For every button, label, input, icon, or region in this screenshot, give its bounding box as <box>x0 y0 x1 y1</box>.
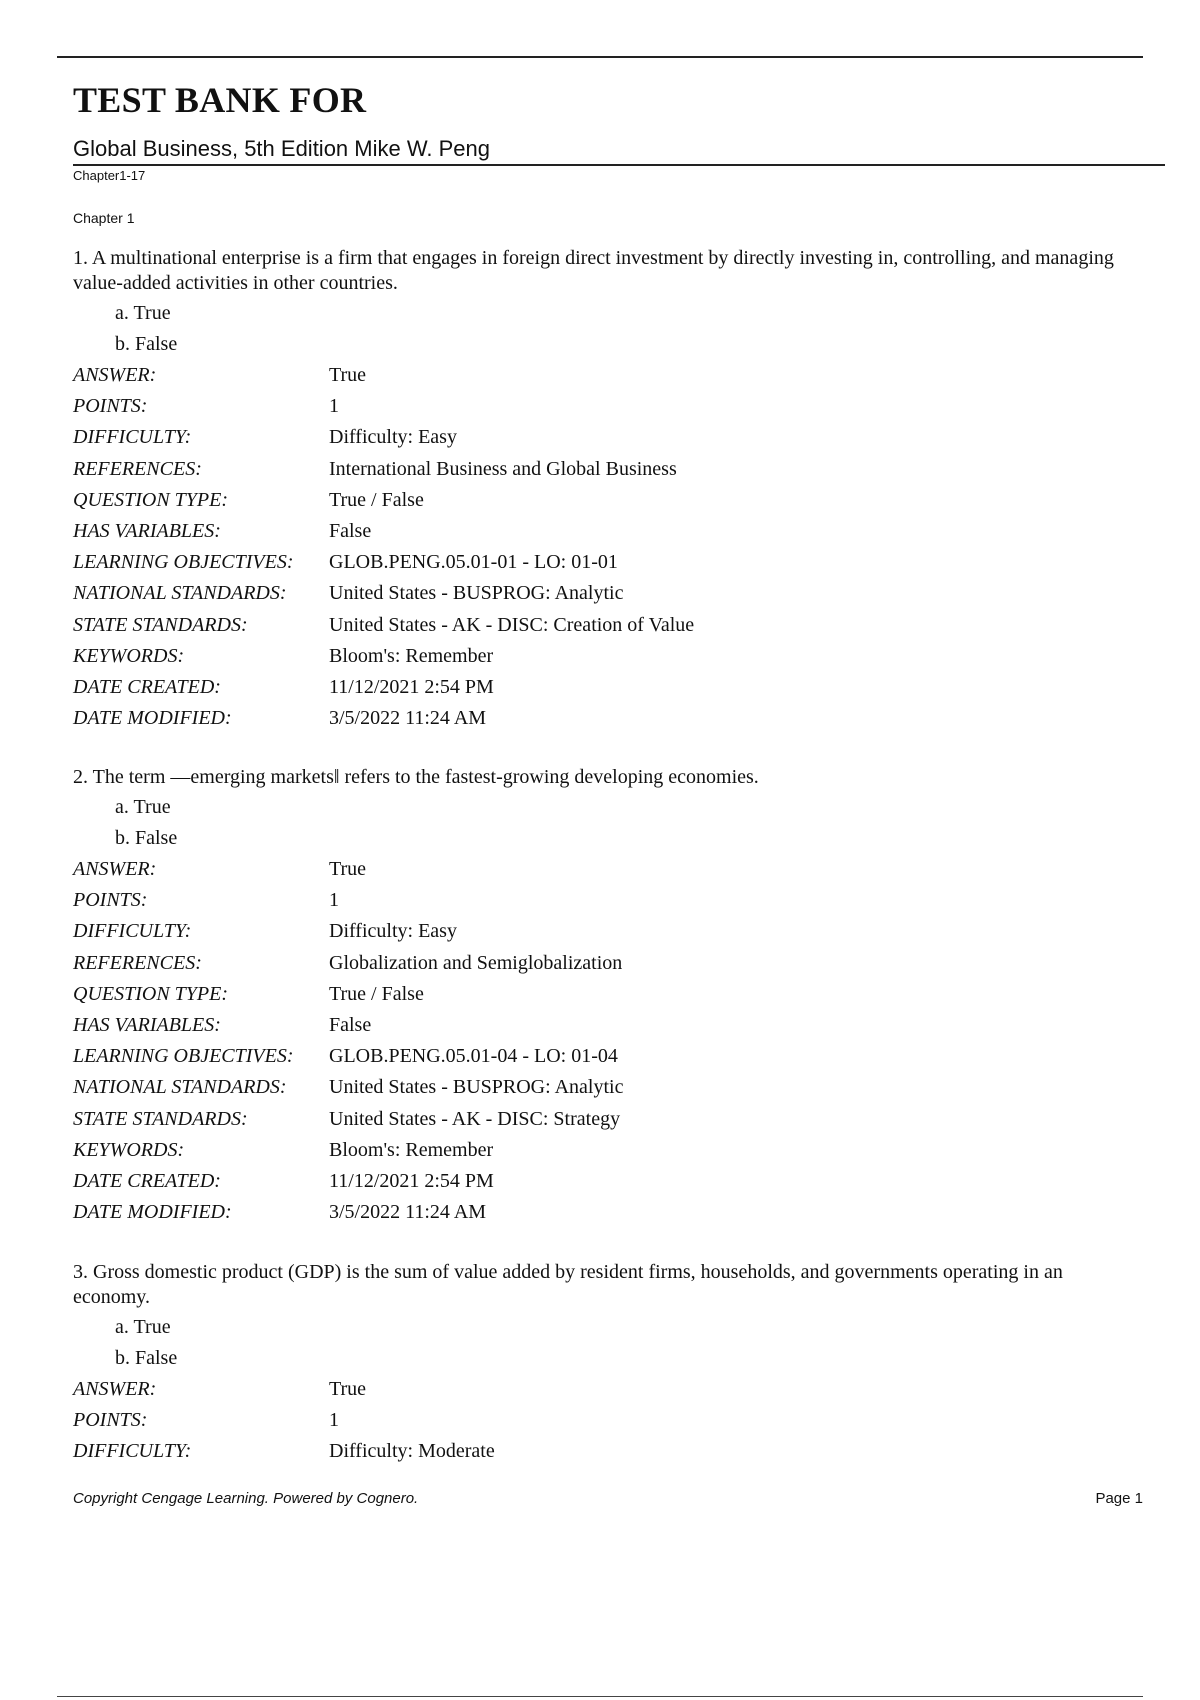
meta-label: DATE MODIFIED: <box>73 707 232 730</box>
meta-value: Bloom's: Remember <box>329 1138 494 1161</box>
question-1 <box>73 246 1143 734</box>
meta-row-keywords <box>73 641 1143 672</box>
meta-value: Difficulty: Easy <box>329 920 457 943</box>
meta-row-national-standards <box>73 578 1143 609</box>
meta-label: STATE STANDARDS: <box>73 613 248 636</box>
chapter-range: Chapter1-17 <box>73 168 146 183</box>
meta-row-learning-objectives <box>73 1041 1143 1072</box>
meta-label: POINTS: <box>73 1409 148 1432</box>
meta-label: DIFFICULTY: <box>73 426 192 449</box>
page-number: Page 1 <box>1095 1490 1143 1507</box>
meta-label: STATE STANDARDS: <box>73 1107 248 1130</box>
meta-label: POINTS: <box>73 395 148 418</box>
option-b: b. False <box>115 1347 178 1369</box>
meta-row-answer <box>73 360 1143 391</box>
meta-row-points <box>73 391 1143 422</box>
meta-row-references <box>73 948 1143 979</box>
meta-row-difficulty <box>73 1436 1143 1467</box>
meta-label: NATIONAL STANDARDS: <box>73 582 287 605</box>
meta-value: United States - BUSPROG: Analytic <box>329 1076 624 1099</box>
meta-label: REFERENCES: <box>73 457 202 480</box>
meta-value: 3/5/2022 11:24 AM <box>329 707 487 730</box>
document-header <box>73 80 1165 184</box>
top-divider <box>57 56 1143 58</box>
answer-options <box>115 298 1143 360</box>
meta-value: United States - AK - DISC: Strategy <box>329 1107 621 1130</box>
meta-label: HAS VARIABLES: <box>73 1014 221 1037</box>
meta-row-question-type <box>73 979 1143 1010</box>
meta-row-answer <box>73 854 1143 885</box>
meta-row-date-created <box>73 1166 1143 1197</box>
copyright-notice: Copyright Cengage Learning. Powered by Cognero. <box>73 1490 419 1507</box>
meta-label: DIFFICULTY: <box>73 1440 192 1463</box>
meta-label: DATE CREATED: <box>73 1170 221 1193</box>
meta-label: ANSWER: <box>73 858 157 880</box>
meta-row-learning-objectives <box>73 547 1143 578</box>
meta-value: 1 <box>329 889 339 912</box>
meta-value: Globalization and Semiglobalization <box>329 951 623 974</box>
option-a: a. True <box>115 1316 171 1338</box>
meta-label: QUESTION TYPE: <box>73 982 229 1005</box>
meta-value: True <box>329 858 367 880</box>
meta-value: Difficulty: Moderate <box>329 1440 495 1463</box>
meta-label: QUESTION TYPE: <box>73 488 229 511</box>
meta-row-references <box>73 454 1143 485</box>
option-a: a. True <box>115 796 171 818</box>
meta-value: United States - AK - DISC: Creation of Value <box>329 613 695 636</box>
answer-options <box>115 792 1143 854</box>
meta-value: True <box>329 364 367 386</box>
page-footer <box>73 1490 1143 1507</box>
meta-row-has-variables <box>73 516 1143 547</box>
meta-row-keywords <box>73 1135 1143 1166</box>
meta-value: United States - BUSPROG: Analytic <box>329 582 624 605</box>
meta-value: 1 <box>329 395 339 418</box>
meta-label: ANSWER: <box>73 1378 157 1400</box>
meta-row-difficulty <box>73 916 1143 947</box>
option-b: b. False <box>115 333 178 355</box>
document-title: TEST BANK FOR <box>73 80 367 120</box>
question-metadata <box>73 854 1143 1228</box>
meta-row-date-created <box>73 672 1143 703</box>
question-2 <box>73 765 1143 1228</box>
meta-value: GLOB.PENG.05.01-01 - LO: 01-01 <box>329 551 618 574</box>
option-b: b. False <box>115 827 178 849</box>
meta-label: LEARNING OBJECTIVES: <box>73 1045 294 1068</box>
meta-row-points <box>73 1405 1143 1436</box>
question-text: 3. Gross domestic product (GDP) is the sum of value added by resident firms, households, and governments operating in an economy. <box>73 1261 1063 1308</box>
meta-row-answer <box>73 1374 1143 1405</box>
meta-value: True / False <box>329 982 424 1005</box>
answer-options <box>115 1312 1143 1374</box>
meta-label: HAS VARIABLES: <box>73 520 221 543</box>
meta-label: KEYWORDS: <box>73 1138 185 1161</box>
meta-value: 11/12/2021 2:54 PM <box>329 1170 494 1193</box>
meta-row-date-modified <box>73 1197 1143 1228</box>
question-text: 2. The term —emerging markets‖ refers to the fastest-growing developing economies. <box>73 766 759 788</box>
meta-label: REFERENCES: <box>73 951 202 974</box>
meta-row-state-standards <box>73 1104 1143 1135</box>
meta-label: NATIONAL STANDARDS: <box>73 1076 287 1099</box>
document-subtitle: Global Business, 5th Edition Mike W. Peng <box>73 136 1165 166</box>
option-a: a. True <box>115 302 171 324</box>
meta-value: True <box>329 1378 367 1400</box>
meta-value: Bloom's: Remember <box>329 644 494 667</box>
meta-value: International Business and Global Business <box>329 457 677 480</box>
question-3 <box>73 1260 1143 1468</box>
meta-value: 1 <box>329 1409 339 1432</box>
meta-row-difficulty <box>73 422 1143 453</box>
meta-label: POINTS: <box>73 889 148 912</box>
chapter-heading: Chapter 1 <box>73 210 135 226</box>
meta-value: 11/12/2021 2:54 PM <box>329 676 494 699</box>
meta-label: DIFFICULTY: <box>73 920 192 943</box>
question-metadata <box>73 1374 1143 1468</box>
meta-value: 3/5/2022 11:24 AM <box>329 1201 487 1224</box>
question-metadata <box>73 360 1143 734</box>
meta-value: GLOB.PENG.05.01-04 - LO: 01-04 <box>329 1045 618 1068</box>
meta-row-date-modified <box>73 703 1143 734</box>
meta-value: True / False <box>329 488 424 511</box>
meta-value: False <box>329 1014 372 1037</box>
meta-row-question-type <box>73 485 1143 516</box>
meta-row-national-standards <box>73 1072 1143 1103</box>
bottom-divider <box>57 1696 1143 1697</box>
meta-label: DATE CREATED: <box>73 676 221 699</box>
meta-label: KEYWORDS: <box>73 644 185 667</box>
meta-value: Difficulty: Easy <box>329 426 457 449</box>
meta-row-state-standards <box>73 610 1143 641</box>
meta-label: ANSWER: <box>73 364 157 386</box>
meta-value: False <box>329 520 372 543</box>
meta-label: LEARNING OBJECTIVES: <box>73 551 294 574</box>
question-text: 1. A multinational enterprise is a firm that engages in foreign direct investment by directly investing in, controlling, and managing value-added activities in other countries. <box>73 247 1114 294</box>
meta-label: DATE MODIFIED: <box>73 1201 232 1224</box>
meta-row-points <box>73 885 1143 916</box>
meta-row-has-variables <box>73 1010 1143 1041</box>
